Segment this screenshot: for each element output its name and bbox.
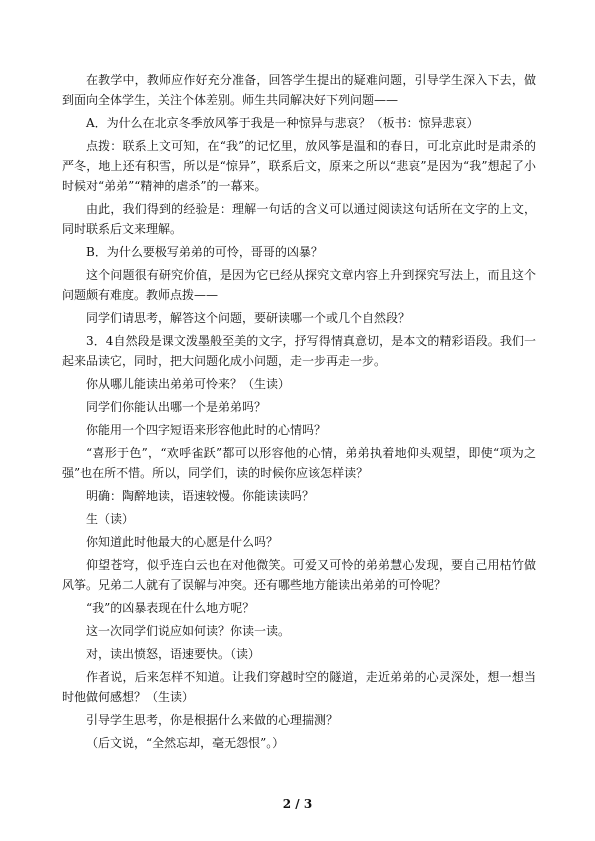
paragraph-16: 仰望苍穹，似乎连白云也在对他微笑。可爱又可怜的弟弟慧心发现，要自己用枯竹做风筝。兄弟二人就有了误解与冲突。还有哪些地方能读出弟弟的可怜呢？ xyxy=(62,558,536,592)
paragraph-20: 作者说，后来怎样不知道。让我们穿越时空的隧道，走近弟弟的心灵深处，想一想当时他做何感想？（生读） xyxy=(62,670,536,704)
paragraph-12: “喜形于色”，“欢呼雀跃”都可以形容他的心情，弟弟执着地仰头观望，即使“项为之强”也在所不惜。所以，同学们，读的时候你应该怎样读？ xyxy=(62,446,536,480)
paragraph-22: （后文说，“全然忘却，毫无怨恨”。） xyxy=(86,736,285,750)
paragraph-18: 这一次同学们说应如何读？你读一读。 xyxy=(86,624,291,638)
body-text xyxy=(62,70,536,756)
paragraph-17: “我”的凶暴表现在什么地方呢？ xyxy=(86,601,255,615)
paragraph-7: 同学们请思考，解答这个问题，要研读哪一个或几个自然段？ xyxy=(86,311,411,325)
paragraph-6: 这个问题很有研究价值，是因为它已经从探究文章内容上升到探究写法上，而且这个问题颇有难度。教师点拨—— xyxy=(62,268,536,302)
paragraph-11: 你能用一个四字短语来形容他此时的心情吗？ xyxy=(86,423,327,437)
paragraph-10: 同学们你能认出哪一个是弟弟吗？ xyxy=(86,400,267,414)
paragraph-21: 引导学生思考，你是根据什么来做的心理揣测？ xyxy=(86,713,339,727)
paragraph-8: 3．4自然段是课文泼墨般至美的文字，抒写得情真意切，是本文的精彩语段。我们一起来品读它，同时，把大问题化成小问题，走一步再走一步。 xyxy=(62,334,536,368)
question-a: A．为什么在北京冬季放风筝于我是一种惊异与悲哀？（板书：惊异悲哀） xyxy=(86,116,479,130)
paragraph-19: 对，读出愤怒，语速要快。（读） xyxy=(86,647,261,661)
paragraph-9: 你从哪儿能读出弟弟可怜来？（生读） xyxy=(86,377,291,391)
paragraph-13: 明确：陶醉地读，语速较慢。你能读读吗？ xyxy=(86,489,315,503)
question-b: B．为什么要极写弟弟的可怜，哥哥的凶暴？ xyxy=(86,245,323,259)
paragraph-3: 点拨：联系上文可知，在“我”的记忆里，放风筝是温和的春日，可北京此时是肃杀的严冬，地上还有积雪，所以是“惊异”，联系后文，原来之所以“悲哀”是因为“我”想起了小时候对“弟弟”“精神的虐杀”的一幕来。 xyxy=(62,139,536,193)
paragraph-1: 在教学中，教师应作好充分准备，回答学生提出的疑难问题，引导学生深入下去，做到面向全体学生，关注个体差别。师生共同解决好下列问题—— xyxy=(62,73,536,107)
paragraph-4: 由此，我们得到的经验是：理解一句话的含义可以通过阅读这句话所在文字的上文，同时联系后文来理解。 xyxy=(62,202,536,236)
page-number: 2 / 3 xyxy=(282,797,313,811)
paragraph-14: 生（读） xyxy=(86,512,135,526)
paragraph-15: 你知道此时他最大的心愿是什么吗？ xyxy=(86,535,279,549)
